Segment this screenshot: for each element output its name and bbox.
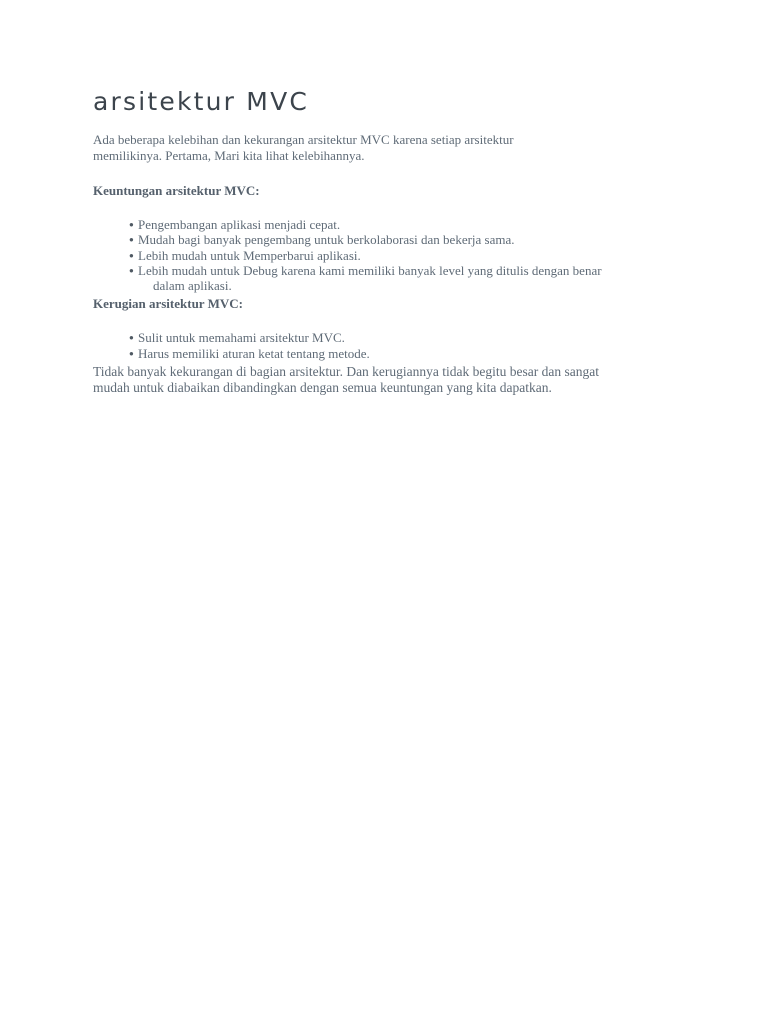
document-title: arsitektur MVC — [93, 87, 310, 116]
disadvantages-heading: Kerugian arsitektur MVC: — [93, 296, 243, 312]
disadvantages-list — [93, 330, 668, 361]
conclusion-line-1: Tidak banyak kekurangan di bagian arsitektur. Dan kerugiannya tidak begitu besar dan sangat — [93, 364, 599, 380]
list-item-continuation: dalam aplikasi. — [153, 278, 232, 294]
list-item — [129, 248, 668, 263]
bullet-icon: ● — [129, 333, 134, 343]
list-item-text: Lebih mudah untuk Debug karena kami memiliki banyak level yang ditulis dengan benar — [138, 262, 602, 278]
conclusion-paragraph — [93, 364, 668, 396]
list-item — [129, 232, 668, 247]
list-item — [129, 346, 668, 361]
bullet-icon: ● — [129, 348, 134, 358]
intro-paragraph — [93, 132, 668, 164]
intro-line-1: Ada beberapa kelebihan dan kekurangan arsitektur MVC karena setiap arsitektur — [93, 132, 514, 147]
bullet-icon: ● — [129, 220, 134, 229]
document-page — [93, 86, 668, 396]
bullet-icon: ● — [129, 265, 134, 275]
list-item — [129, 330, 668, 345]
intro-line-2: memilikinya. Pertama, Mari kita lihat kelebihannya. — [93, 148, 365, 163]
list-item — [129, 263, 668, 294]
list-item-text: Sulit untuk memahami arsitektur MVC. — [138, 330, 345, 346]
advantages-heading: Keuntungan arsitektur MVC: — [93, 183, 260, 198]
list-item — [129, 217, 668, 232]
list-item-text: Pengembangan aplikasi menjadi cepat. — [138, 217, 341, 232]
advantages-list — [93, 217, 668, 293]
list-item-text: Mudah bagi banyak pengembang untuk berkolaborasi dan bekerja sama. — [138, 232, 515, 248]
list-item-text: Harus memiliki aturan ketat tentang metode. — [138, 345, 370, 361]
conclusion-line-2: mudah untuk diabaikan dibandingkan dengan semua keuntungan yang kita dapatkan. — [93, 380, 552, 396]
bullet-icon: ● — [129, 235, 134, 245]
list-item-text: Lebih mudah untuk Memperbarui aplikasi. — [138, 247, 361, 263]
bullet-icon: ● — [129, 250, 134, 260]
